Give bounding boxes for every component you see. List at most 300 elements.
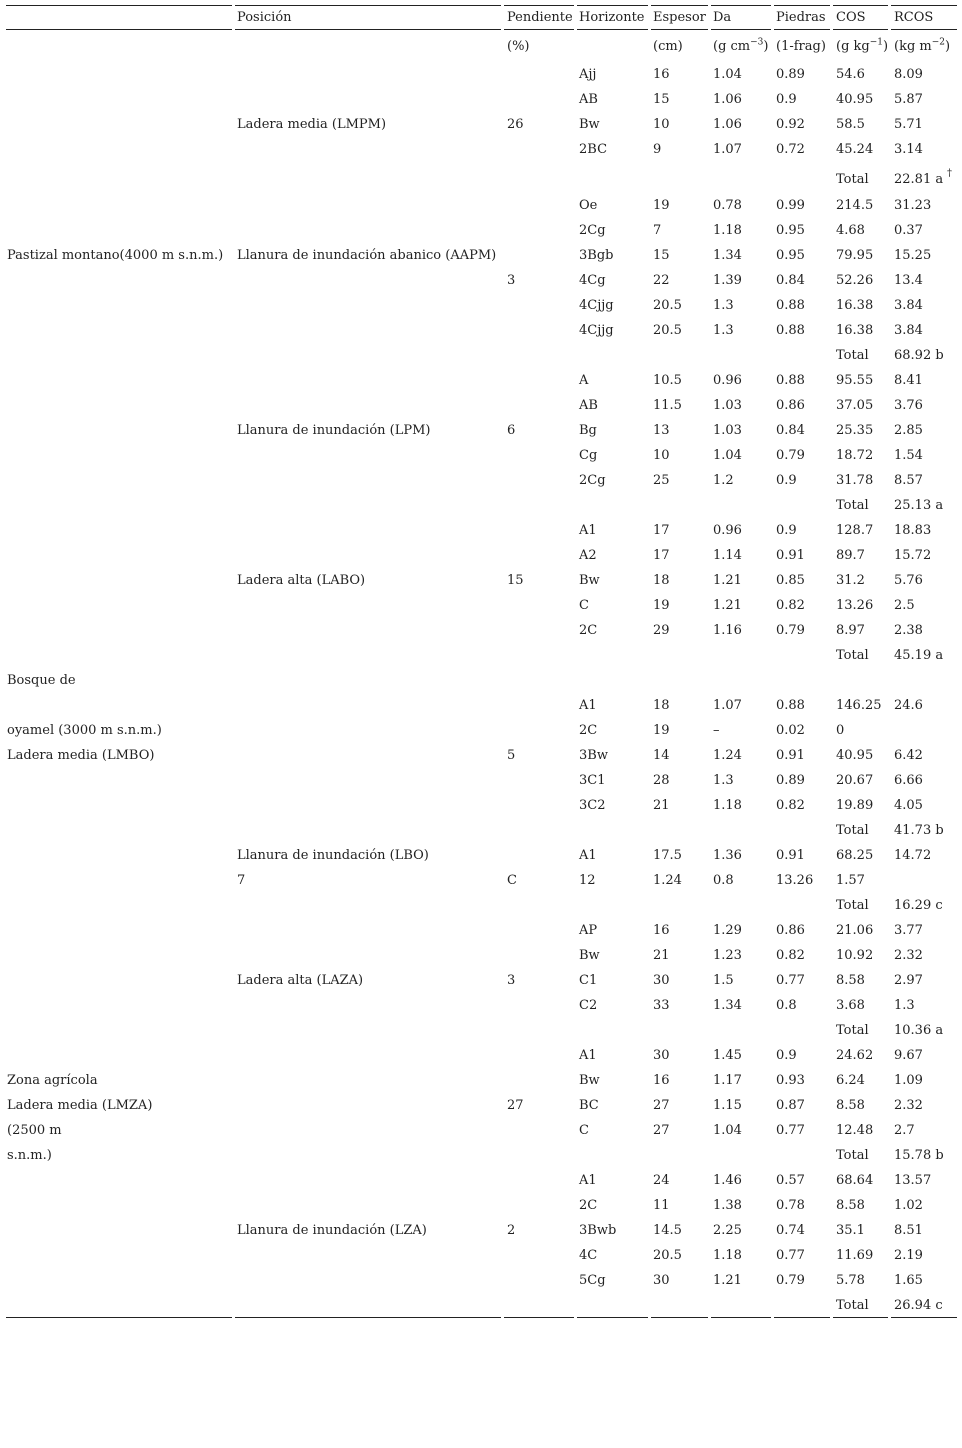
cell-rcos: 2.32: [894, 1098, 923, 1113]
cell-espesor: 13: [653, 423, 670, 438]
cell-ecosistema: Bosque de: [7, 673, 76, 688]
cell-rcos: 1.09: [894, 1073, 923, 1088]
cell-da: 1.5: [713, 973, 734, 988]
cell-horizonte: 3Bgb: [579, 248, 614, 263]
cell-espesor: 16: [653, 923, 670, 938]
header-rule: [6, 29, 232, 30]
cell-rcos: 0.37: [894, 223, 923, 238]
cell-cos: Total: [836, 898, 869, 913]
cell-posicion: Llanura de inundación (LZA): [237, 1223, 427, 1238]
cell-piedras: 0.02: [776, 723, 805, 738]
cell-piedras: 0.93: [776, 1073, 805, 1088]
cell-cos: 5.78: [836, 1273, 865, 1288]
cell-cos: 12.48: [836, 1123, 874, 1138]
cell-horizonte: 3C2: [579, 798, 606, 813]
cell-piedras: 0.79: [776, 448, 805, 463]
cell-da: 1.04: [713, 67, 742, 82]
cell-espesor: 16: [653, 1073, 670, 1088]
cell-horizonte: 2C: [579, 623, 598, 638]
cell-da: 1.34: [713, 998, 742, 1013]
cell-horizonte: 2BC: [579, 142, 608, 157]
cell-cos: 20.67: [836, 773, 874, 788]
cell-posicion: Ladera alta (LAZA): [237, 973, 364, 988]
cell-cos: 16.38: [836, 298, 874, 313]
cell-pendiente: 3: [507, 273, 516, 288]
cell-cos: 21.06: [836, 923, 874, 938]
cell-rcos: 10.36 a: [894, 1023, 944, 1038]
cell-espesor: 14.5: [653, 1223, 682, 1238]
cell-espesor: 16: [653, 67, 670, 82]
cell-rcos: 15.25: [894, 248, 932, 263]
cell-rcos: 6.42: [894, 748, 923, 763]
cell-da: 1.14: [713, 548, 742, 563]
cell-cos: 214.5: [836, 198, 874, 213]
unit-pendiente: (%): [507, 39, 530, 54]
cell-rcos: 18.83: [894, 523, 932, 538]
cell-espesor: 20.5: [653, 298, 682, 313]
cell-piedras: 0.74: [776, 1223, 805, 1238]
cell-horizonte: Bw: [579, 117, 600, 132]
cell-da: 1.15: [713, 1098, 742, 1113]
cell-piedras: 0.78: [776, 1198, 805, 1213]
cell-piedras: 0.72: [776, 142, 805, 157]
cell-cos: 8.58: [836, 1198, 865, 1213]
cell-rcos: 2.32: [894, 948, 923, 963]
cell-piedras: 0.89: [776, 773, 805, 788]
cell-cos: 24.62: [836, 1048, 874, 1063]
cell-da: 1.24: [713, 748, 742, 763]
cell-da: 1.3: [713, 323, 734, 338]
cell-rcos: 9.67: [894, 1048, 923, 1063]
cell-espesor: 17: [653, 548, 670, 563]
cell-piedras: 0.79: [776, 1273, 805, 1288]
cell-da: 2.25: [713, 1223, 742, 1238]
cell-piedras: 0.86: [776, 923, 805, 938]
cell-espesor: 19: [653, 598, 670, 613]
cell-cos: 31.2: [836, 573, 865, 588]
bottom-rule: [6, 1317, 232, 1318]
cell-cos: 19.89: [836, 798, 874, 813]
cell-espesor: 22: [653, 273, 670, 288]
cell-espesor: 15: [653, 92, 670, 107]
bottom-rule: [711, 1317, 771, 1318]
cell-espesor: 29: [653, 623, 670, 638]
header-posicion: Posición: [237, 10, 292, 25]
unit-rcos: (kg $m^{-2}$): [894, 37, 951, 54]
header-cos: COS: [836, 10, 866, 25]
cell-cos: Total: [836, 648, 869, 663]
cell-rcos: 3.84: [894, 323, 923, 338]
cell-espesor: 21: [653, 948, 670, 963]
cell-espesor: 7: [653, 223, 662, 238]
cell-cos: 128.7: [836, 523, 874, 538]
cell-piedras: 0.57: [776, 1173, 805, 1188]
cell-pendiente: 27: [507, 1098, 524, 1113]
cell-rcos: 5.76: [894, 573, 923, 588]
header-da: Da: [713, 10, 732, 25]
cell-piedras: 0.91: [776, 548, 805, 563]
cell-rcos: 15.78 b: [894, 1148, 944, 1163]
cell-cos: 4.68: [836, 223, 865, 238]
cell-piedras: 0.91: [776, 748, 805, 763]
cell-rcos: 1.3: [894, 998, 915, 1013]
top-rule: [651, 5, 708, 6]
cell-cos: 52.26: [836, 273, 874, 288]
cell-piedras: 0.8: [776, 998, 797, 1013]
cell-rcos: 2.5: [894, 598, 915, 613]
cell-da: 0.78: [713, 198, 742, 213]
cell-cos: Total: [836, 1148, 869, 1163]
cell-horizonte: 2Cg: [579, 473, 606, 488]
cell-rcos: 13.57: [894, 1173, 932, 1188]
cell-espesor: 33: [653, 998, 670, 1013]
cell-da: 1.03: [713, 423, 742, 438]
cell-rcos: 2.97: [894, 973, 923, 988]
cell-horizonte: AB: [579, 398, 598, 413]
cell-posicion: Ladera alta (LABO): [237, 573, 366, 588]
cell-da: –: [713, 723, 720, 738]
cell-da: 1.17: [713, 1073, 742, 1088]
cell-espesor: 17: [653, 523, 670, 538]
cell-espesor: 30: [653, 1048, 670, 1063]
cell-horizonte: 12: [579, 873, 596, 888]
cell-da: 1.04: [713, 1123, 742, 1138]
cell-cos: Total: [836, 1023, 869, 1038]
cell-espesor: 20.5: [653, 1248, 682, 1263]
cell-cos: 11.69: [836, 1248, 874, 1263]
cell-rcos: 25.13 a: [894, 498, 944, 513]
top-rule: [235, 5, 501, 6]
cell-cos: 95.55: [836, 373, 874, 388]
cell-rcos: 15.72: [894, 548, 932, 563]
cell-rcos: 2.85: [894, 423, 923, 438]
cell-da: 1.3: [713, 773, 734, 788]
cell-cos: 25.35: [836, 423, 874, 438]
cell-piedras: 0.89: [776, 67, 805, 82]
cell-da: 1.36: [713, 848, 742, 863]
cell-piedras: 0.88: [776, 698, 805, 713]
cell-cos: 3.68: [836, 998, 865, 1013]
header-rule: [504, 29, 574, 30]
cell-horizonte: 3Bw: [579, 748, 608, 763]
cell-rcos: 16.29 c: [894, 898, 943, 913]
cell-horizonte: A2: [579, 548, 597, 563]
bottom-rule: [651, 1317, 708, 1318]
bottom-rule: [235, 1317, 501, 1318]
cell-rcos: 5.87: [894, 92, 923, 107]
top-rule: [504, 5, 574, 6]
cell-rcos: 31.23: [894, 198, 932, 213]
cell-rcos: 3.84: [894, 298, 923, 313]
bottom-rule: [504, 1317, 574, 1318]
cell-piedras: 0.85: [776, 573, 805, 588]
cell-posicion: Llanura de inundación (LBO): [237, 848, 429, 863]
cell-horizonte: A: [579, 373, 589, 388]
unit-espesor: (cm): [653, 39, 683, 54]
cell-piedras: 0.95: [776, 223, 805, 238]
cell-horizonte: 4C: [579, 1248, 598, 1263]
cell-horizonte: A1: [579, 1173, 597, 1188]
cell-rcos: 2.38: [894, 623, 923, 638]
cell-espesor: 10: [653, 117, 670, 132]
cell-pendiente: 5: [507, 748, 516, 763]
cell-piedras: 0.99: [776, 198, 805, 213]
cell-pendiente: C: [507, 873, 517, 888]
cell-piedras: 0.9: [776, 523, 797, 538]
cell-horizonte: 2C: [579, 723, 598, 738]
cell-espesor: 18: [653, 573, 670, 588]
cell-da: 0.8: [713, 873, 734, 888]
cell-da: 1.46: [713, 1173, 742, 1188]
cell-da: 1.34: [713, 248, 742, 263]
cell-horizonte: AB: [579, 92, 598, 107]
top-rule: [6, 5, 232, 6]
cell-horizonte: Bw: [579, 573, 600, 588]
cell-horizonte: 3C1: [579, 773, 606, 788]
cell-da: 0.96: [713, 523, 742, 538]
cell-da: 1.45: [713, 1048, 742, 1063]
cell-horizonte: 4Cjjg: [579, 323, 614, 338]
cell-da: 0.96: [713, 373, 742, 388]
cell-horizonte: Bw: [579, 948, 600, 963]
cell-da: 1.07: [713, 698, 742, 713]
cell-da: 1.21: [713, 573, 742, 588]
cell-espesor: 27: [653, 1123, 670, 1138]
cell-rcos: 13.4: [894, 273, 923, 288]
header-rcos: RCOS: [894, 10, 934, 25]
cell-horizonte: Cg: [579, 448, 598, 463]
header-rule: [833, 29, 888, 30]
cell-da: 1.18: [713, 1248, 742, 1263]
cell-piedras: 0.79: [776, 623, 805, 638]
cell-cos: 18.72: [836, 448, 874, 463]
cell-espesor: 27: [653, 1098, 670, 1113]
bottom-rule: [891, 1317, 957, 1318]
cell-rcos: 8.41: [894, 373, 923, 388]
cell-da: 1.04: [713, 448, 742, 463]
cell-da: 1.23: [713, 948, 742, 963]
cell-piedras: 0.91: [776, 848, 805, 863]
cell-ecosistema: Ladera media (LMZA): [7, 1098, 153, 1113]
cell-espesor: 11.5: [653, 398, 682, 413]
header-rule: [711, 29, 771, 30]
cell-horizonte: Bw: [579, 1073, 600, 1088]
cell-cos: Total: [836, 823, 869, 838]
cell-piedras: 0.92: [776, 117, 805, 132]
cell-rcos: 1.54: [894, 448, 923, 463]
cell-piedras: 0.9: [776, 473, 797, 488]
cell-piedras: 0.86: [776, 398, 805, 413]
cell-rcos: 8.51: [894, 1223, 923, 1238]
cell-cos: 0: [836, 723, 845, 738]
cell-espesor: 30: [653, 973, 670, 988]
cell-horizonte: A1: [579, 848, 597, 863]
cell-cos: Total: [836, 1298, 869, 1313]
header-rule: [774, 29, 830, 30]
cell-cos: 1.57: [836, 873, 865, 888]
cell-piedras: 0.95: [776, 248, 805, 263]
cell-ecosistema: Zona agrícola: [7, 1073, 98, 1088]
cell-da: 1.06: [713, 117, 742, 132]
cell-horizonte: A1: [579, 698, 597, 713]
cell-piedras: 0.88: [776, 373, 805, 388]
cell-rcos: 41.73 b: [894, 823, 944, 838]
cell-espesor: 10.5: [653, 373, 682, 388]
cell-rcos: 45.19 a: [894, 648, 944, 663]
cell-ecosistema: s.n.m.): [7, 1148, 52, 1163]
bottom-rule: [833, 1317, 888, 1318]
cell-rcos: 3.76: [894, 398, 923, 413]
cell-da: 1.21: [713, 1273, 742, 1288]
cell-posicion: Ladera media (LMPM): [237, 117, 387, 132]
cell-piedras: 0.77: [776, 1123, 805, 1138]
cell-da: 1.29: [713, 923, 742, 938]
cell-piedras: 0.77: [776, 1248, 805, 1263]
header-rule: [577, 29, 648, 30]
cell-espesor: 19: [653, 198, 670, 213]
cell-pendiente: 3: [507, 973, 516, 988]
cell-ecosistema: oyamel (3000 m s.n.m.): [7, 723, 162, 738]
cell-pendiente: 2: [507, 1223, 516, 1238]
cell-horizonte: C2: [579, 998, 598, 1013]
cell-piedras: 0.88: [776, 298, 805, 313]
bottom-rule: [774, 1317, 830, 1318]
cell-cos: 58.5: [836, 117, 865, 132]
cell-cos: 13.26: [836, 598, 874, 613]
cell-piedras: 0.9: [776, 92, 797, 107]
cell-rcos: 22.81 a: [894, 172, 944, 187]
header-rule: [235, 29, 501, 30]
cell-espesor: 11: [653, 1198, 670, 1213]
cell-piedras: 0.87: [776, 1098, 805, 1113]
cell-rcos: 6.66: [894, 773, 923, 788]
cell-cos: 45.24: [836, 142, 874, 157]
cell-horizonte: 4Cg: [579, 273, 606, 288]
unit-da: (g $cm^{-3}$): [713, 37, 769, 54]
cell-da: 1.3: [713, 298, 734, 313]
top-rule: [577, 5, 648, 6]
cell-espesor: 14: [653, 748, 670, 763]
cell-horizonte: Oe: [579, 198, 598, 213]
cell-horizonte: C: [579, 1123, 589, 1138]
cell-da: 1.07: [713, 142, 742, 157]
cell-pendiente: 15: [507, 573, 524, 588]
cell-da: 1.2: [713, 473, 734, 488]
cell-piedras: 0.82: [776, 798, 805, 813]
cell-piedras: 0.82: [776, 948, 805, 963]
header-espesor: Espesor: [653, 10, 706, 25]
cell-cos: 37.05: [836, 398, 874, 413]
cell-cos: 68.25: [836, 848, 874, 863]
cell-cos: 40.95: [836, 92, 874, 107]
cell-espesor: 17.5: [653, 848, 682, 863]
cell-rcos: 2.7: [894, 1123, 915, 1138]
cell-cos: 40.95: [836, 748, 874, 763]
cell-piedras: 0.77: [776, 973, 805, 988]
unit-cos: (g $kg^{-1}$): [836, 37, 889, 54]
cell-espesor: 15: [653, 248, 670, 263]
cell-da: 1.03: [713, 398, 742, 413]
cell-ecosistema: Pastizal montano(4000 m s.n.m.): [7, 248, 224, 263]
header-rule: [891, 29, 957, 30]
cell-cos: Total: [836, 498, 869, 513]
cell-horizonte: 5Cg: [579, 1273, 606, 1288]
cell-espesor: 25: [653, 473, 670, 488]
cell-rcos: 3.14: [894, 142, 923, 157]
cell-horizonte: 2Cg: [579, 223, 606, 238]
cell-horizonte: A1: [579, 523, 597, 538]
cell-cos: Total: [836, 172, 869, 187]
header-horizonte: Horizonte: [579, 10, 645, 25]
cell-da: 1.16: [713, 623, 742, 638]
bottom-rule: [577, 1317, 648, 1318]
cell-horizonte: C1: [579, 973, 598, 988]
cell-cos: 35.1: [836, 1223, 865, 1238]
cell-rcos: 26.94 c: [894, 1298, 943, 1313]
cell-horizonte: Ajj: [579, 67, 597, 82]
cell-rcos: 68.92 b: [894, 348, 944, 363]
cell-rcos: 2.19: [894, 1248, 923, 1263]
cell-cos: 8.97: [836, 623, 865, 638]
cell-espesor: 19: [653, 723, 670, 738]
top-rule: [774, 5, 830, 6]
cell-posicion: Llanura de inundación (LPM): [237, 423, 431, 438]
cell-pendiente: 6: [507, 423, 516, 438]
cell-rcos: 8.57: [894, 473, 923, 488]
cell-rcos: 4.05: [894, 798, 923, 813]
cell-da: 1.38: [713, 1198, 742, 1213]
cell-da: 1.39: [713, 273, 742, 288]
cell-cos: 6.24: [836, 1073, 865, 1088]
cell-rcos: 24.6: [894, 698, 923, 713]
cell-piedras: 13.26: [776, 873, 814, 888]
cell-rcos: 14.72: [894, 848, 932, 863]
cell-cos: 79.95: [836, 248, 874, 263]
top-rule: [891, 5, 957, 6]
cell-horizonte: 2C: [579, 1198, 598, 1213]
cell-cos: 89.7: [836, 548, 865, 563]
cell-piedras: 0.84: [776, 273, 805, 288]
cell-espesor: 24: [653, 1173, 670, 1188]
cell-cos: 146.25: [836, 698, 882, 713]
cell-horizonte: C: [579, 598, 589, 613]
header-rule: [651, 29, 708, 30]
cell-posicion: 7: [237, 873, 246, 888]
cell-da: 1.18: [713, 798, 742, 813]
cell-rcos: 1.65: [894, 1273, 923, 1288]
cell-espesor: 28: [653, 773, 670, 788]
cell-cos: 10.92: [836, 948, 874, 963]
cell-horizonte: AP: [579, 923, 598, 938]
cell-rcos: 5.71: [894, 117, 923, 132]
cell-rcos: 3.77: [894, 923, 923, 938]
cell-cos: 16.38: [836, 323, 874, 338]
cell-piedras: 0.82: [776, 598, 805, 613]
cell-horizonte: 4Cjjg: [579, 298, 614, 313]
cell-horizonte: BC: [579, 1098, 599, 1113]
cell-ecosistema: Ladera media (LMBO): [7, 748, 155, 763]
top-rule: [711, 5, 771, 6]
cell-piedras: 0.88: [776, 323, 805, 338]
unit-piedras: (1-frag): [776, 39, 826, 54]
cell-horizonte: 3Bwb: [579, 1223, 617, 1238]
cell-espesor: 9: [653, 142, 662, 157]
cell-da: 1.21: [713, 598, 742, 613]
cell-cos: 8.58: [836, 973, 865, 988]
cell-horizonte: A1: [579, 1048, 597, 1063]
cell-posicion: Llanura de inundación abanico (AAPM): [237, 248, 497, 263]
cell-horizonte: Bg: [579, 423, 597, 438]
